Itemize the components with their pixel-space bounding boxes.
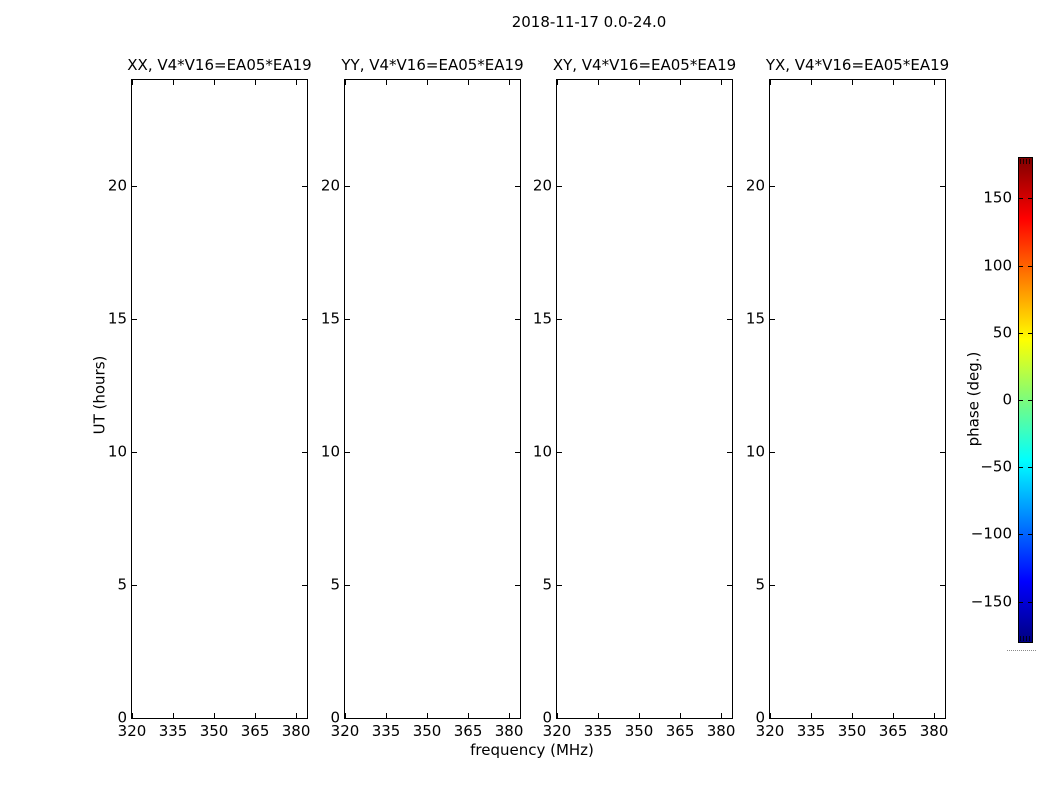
- subplot-title: YX, V4*V16=EA05*EA19: [765, 56, 950, 74]
- colorbar-tick-mark: [1019, 400, 1023, 401]
- y-tick-mark: [727, 585, 732, 586]
- x-tick-mark: [427, 80, 428, 85]
- x-tick-mark: [345, 80, 346, 85]
- subplot-yy: [320, 56, 524, 740]
- colorbar-tick-label: −150: [970, 592, 1012, 611]
- y-tick-label: 5: [542, 575, 552, 594]
- y-tick-label: 20: [320, 176, 340, 195]
- y-tick-mark: [345, 718, 350, 719]
- y-tick-label: 5: [755, 575, 765, 594]
- subplot-xx: [107, 56, 312, 740]
- colorbar-tick-label: −50: [980, 457, 1012, 476]
- x-tick-label: 320: [542, 722, 572, 740]
- colorbar-tick-mark: [1028, 534, 1032, 535]
- y-tick-mark: [515, 319, 520, 320]
- colorbar-tick-mark: [1019, 266, 1023, 267]
- x-tick-mark: [721, 80, 722, 85]
- plot-area: [532, 79, 736, 740]
- y-tick-label: 20: [107, 176, 127, 195]
- x-tick-label: 365: [453, 722, 483, 740]
- y-tick-mark: [515, 585, 520, 586]
- y-axis-label: UT (hours): [90, 355, 109, 435]
- y-tick-label: 5: [330, 575, 340, 594]
- x-tick-label: 380: [494, 722, 524, 740]
- colorbar-tick-label: 0: [1002, 390, 1012, 409]
- y-tick-mark: [940, 319, 945, 320]
- x-tick-label: 335: [371, 722, 401, 740]
- y-tick-mark: [515, 452, 520, 453]
- colorbar-tick-mark: [1028, 602, 1032, 603]
- colorbar-tick-label: −100: [970, 524, 1012, 543]
- x-tick-label: 350: [199, 722, 229, 740]
- y-tick-mark: [557, 186, 562, 187]
- x-tick-mark: [386, 80, 387, 85]
- subplot-title: XY, V4*V16=EA05*EA19: [552, 56, 737, 74]
- y-tick-label: 15: [745, 309, 765, 328]
- y-tick-mark: [940, 718, 945, 719]
- y-tick-mark: [345, 186, 350, 187]
- y-tick-mark: [770, 319, 775, 320]
- y-tick-mark: [345, 585, 350, 586]
- x-tick-label: 350: [837, 722, 867, 740]
- colorbar-tick-label: 100: [983, 256, 1012, 275]
- y-tick-label: 5: [117, 575, 127, 594]
- x-tick-mark: [214, 713, 215, 718]
- x-tick-label: 350: [624, 722, 654, 740]
- y-tick-mark: [132, 319, 137, 320]
- x-tick-mark: [427, 713, 428, 718]
- y-tick-mark: [727, 319, 732, 320]
- x-tick-mark: [934, 713, 935, 718]
- subplot-xy: [532, 56, 737, 740]
- y-tick-mark: [302, 319, 307, 320]
- y-tick-mark: [302, 718, 307, 719]
- x-tick-label: 365: [240, 722, 270, 740]
- colorbar-tick-mark: [1019, 467, 1023, 468]
- x-tick-mark: [468, 80, 469, 85]
- x-tick-mark: [598, 80, 599, 85]
- colorbar-tick-mark: [1019, 198, 1023, 199]
- figure-title: 2018-11-17 0.0-24.0: [511, 13, 667, 31]
- y-tick-mark: [727, 452, 732, 453]
- colorbar-dotted-edge: [1007, 650, 1036, 651]
- colorbar-tick-mark: [1028, 266, 1032, 267]
- subplot-yx: [745, 56, 950, 740]
- y-tick-mark: [557, 319, 562, 320]
- x-tick-mark: [811, 80, 812, 85]
- y-tick-label: 20: [745, 176, 765, 195]
- x-tick-label: 320: [755, 722, 785, 740]
- y-tick-mark: [302, 585, 307, 586]
- y-tick-mark: [132, 585, 137, 586]
- colorbar-tick-mark: [1019, 534, 1023, 535]
- y-tick-label: 0: [330, 708, 340, 727]
- x-tick-mark: [680, 713, 681, 718]
- y-tick-label: 0: [542, 708, 552, 727]
- y-tick-label: 15: [320, 309, 340, 328]
- x-tick-mark: [639, 80, 640, 85]
- y-tick-mark: [557, 718, 562, 719]
- x-tick-mark: [557, 80, 558, 85]
- x-tick-mark: [811, 713, 812, 718]
- y-tick-label: 10: [532, 442, 552, 461]
- x-tick-mark: [296, 713, 297, 718]
- colorbar-tick-mark: [1019, 333, 1023, 334]
- colorbar-tick-mark: [1028, 467, 1032, 468]
- x-tick-label: 380: [706, 722, 736, 740]
- colorbar-tick-mark: [1019, 602, 1023, 603]
- x-tick-label: 335: [583, 722, 613, 740]
- y-tick-mark: [302, 186, 307, 187]
- x-tick-label: 350: [412, 722, 442, 740]
- subplot-title: XX, V4*V16=EA05*EA19: [127, 56, 312, 74]
- x-tick-mark: [934, 80, 935, 85]
- y-tick-mark: [345, 319, 350, 320]
- x-tick-label: 380: [281, 722, 311, 740]
- y-tick-mark: [727, 186, 732, 187]
- x-tick-label: 380: [919, 722, 949, 740]
- x-tick-mark: [598, 713, 599, 718]
- y-tick-mark: [770, 718, 775, 719]
- colorbar-tick-mark: [1028, 198, 1032, 199]
- colorbar-top-hatch: [1020, 159, 1031, 164]
- y-tick-mark: [345, 452, 350, 453]
- y-tick-mark: [557, 585, 562, 586]
- y-tick-label: 20: [532, 176, 552, 195]
- plot-area: [745, 79, 949, 740]
- x-tick-label: 365: [878, 722, 908, 740]
- y-tick-mark: [557, 452, 562, 453]
- colorbar-bottom-hatch: [1020, 636, 1031, 641]
- y-tick-mark: [770, 452, 775, 453]
- y-tick-mark: [132, 452, 137, 453]
- y-tick-mark: [940, 186, 945, 187]
- colorbar-tick-mark: [1028, 400, 1032, 401]
- x-tick-label: 365: [665, 722, 695, 740]
- colorbar-tick-label: 150: [983, 188, 1012, 207]
- x-tick-mark: [721, 713, 722, 718]
- x-tick-mark: [468, 713, 469, 718]
- y-tick-mark: [770, 585, 775, 586]
- y-tick-mark: [727, 718, 732, 719]
- x-tick-mark: [386, 713, 387, 718]
- x-tick-mark: [509, 713, 510, 718]
- x-tick-mark: [852, 713, 853, 718]
- y-tick-label: 10: [745, 442, 765, 461]
- y-tick-label: 15: [532, 309, 552, 328]
- x-tick-mark: [770, 80, 771, 85]
- x-tick-mark: [509, 80, 510, 85]
- colorbar-axis-label: phase (deg.): [964, 351, 983, 447]
- plot-area: [107, 79, 311, 740]
- y-tick-mark: [132, 718, 137, 719]
- plot-area: [320, 79, 524, 740]
- x-tick-label: 320: [330, 722, 360, 740]
- y-tick-label: 15: [107, 309, 127, 328]
- x-tick-label: 335: [796, 722, 826, 740]
- x-tick-mark: [255, 713, 256, 718]
- y-tick-mark: [940, 585, 945, 586]
- x-tick-mark: [296, 80, 297, 85]
- colorbar-tick-mark: [1028, 333, 1032, 334]
- x-tick-mark: [639, 713, 640, 718]
- subplot-title: YY, V4*V16=EA05*EA19: [341, 56, 524, 74]
- x-tick-mark: [173, 713, 174, 718]
- x-tick-mark: [852, 80, 853, 85]
- x-tick-mark: [255, 80, 256, 85]
- y-tick-mark: [940, 452, 945, 453]
- x-tick-mark: [893, 713, 894, 718]
- colorbar-tick-label: 50: [992, 323, 1012, 342]
- y-tick-mark: [302, 452, 307, 453]
- x-tick-mark: [173, 80, 174, 85]
- x-tick-mark: [132, 80, 133, 85]
- y-tick-mark: [515, 718, 520, 719]
- x-tick-mark: [893, 80, 894, 85]
- y-tick-label: 10: [320, 442, 340, 461]
- y-tick-mark: [515, 186, 520, 187]
- x-axis-label: frequency (MHz): [470, 741, 594, 759]
- y-tick-mark: [132, 186, 137, 187]
- y-tick-label: 0: [755, 708, 765, 727]
- y-tick-label: 10: [107, 442, 127, 461]
- y-tick-label: 0: [117, 708, 127, 727]
- x-tick-mark: [680, 80, 681, 85]
- x-tick-mark: [214, 80, 215, 85]
- x-tick-label: 320: [117, 722, 147, 740]
- x-tick-label: 335: [158, 722, 188, 740]
- y-tick-mark: [770, 186, 775, 187]
